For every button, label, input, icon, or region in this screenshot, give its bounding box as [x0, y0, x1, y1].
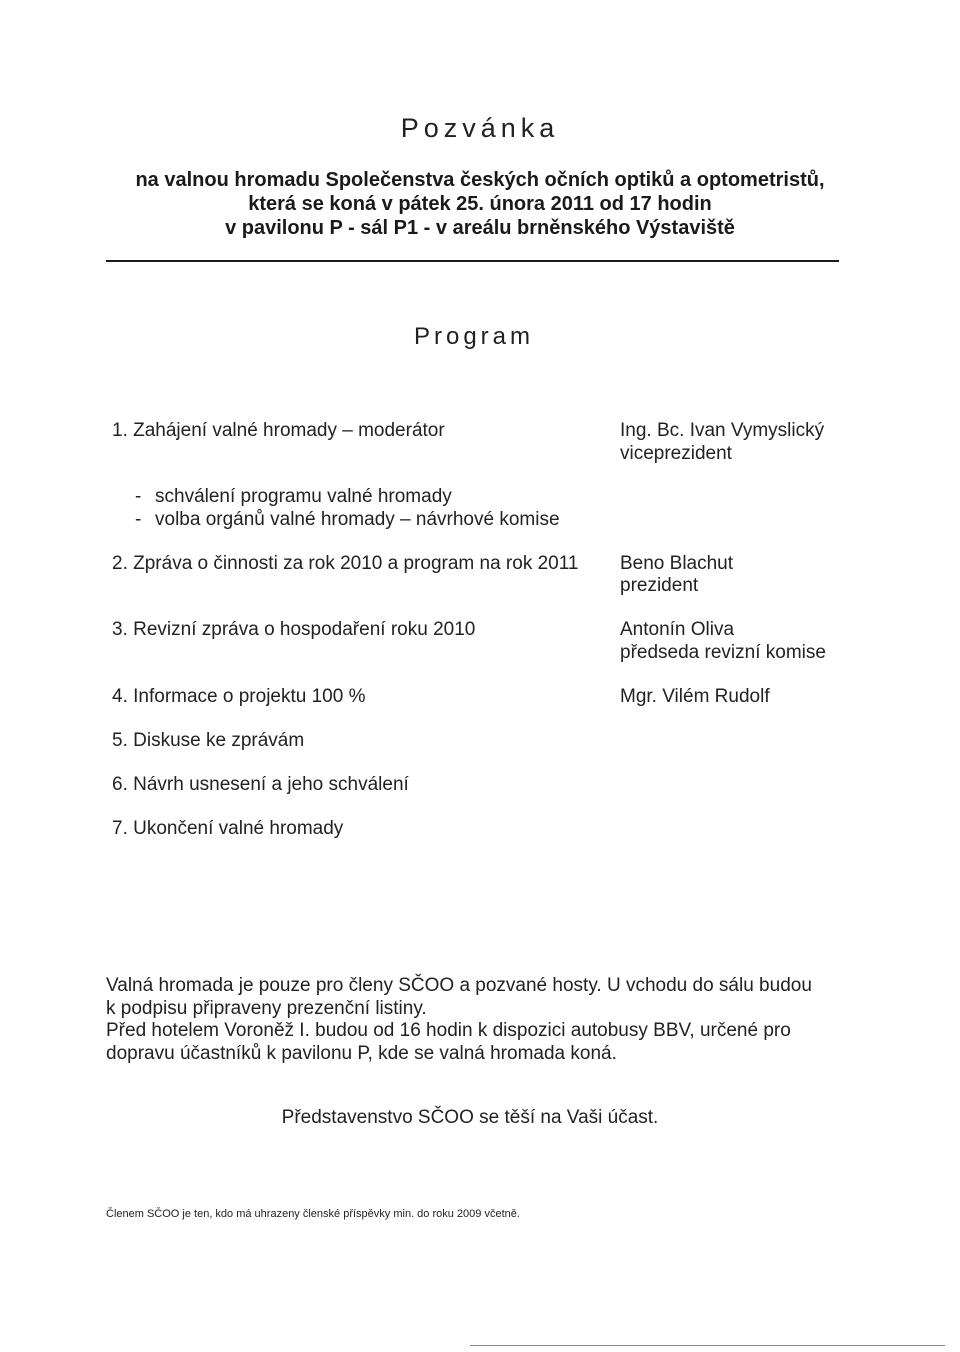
presenter-name-1: Ing. Bc. Ivan Vymyslický: [620, 420, 825, 441]
program-item-7: 7. Ukončení valné hromady: [112, 818, 344, 839]
program-item-1: 1. Zahájení valné hromady – moderátor: [112, 420, 445, 441]
sub-item-1-text: schválení programu valné hromady: [155, 486, 452, 507]
presenter-role-2: prezident: [620, 575, 699, 596]
sub-item-1-dash: -: [135, 486, 142, 507]
footnote: Členem SČOO je ten, kdo má uhrazeny členské příspěvky min. do roku 2009 včetně.: [106, 1208, 520, 1220]
presenter-name-2: Beno Blachut: [620, 553, 734, 574]
subtitle-line-1: na valnou hromadu Společenstva českých očních optiků a optometristů,: [135, 169, 825, 191]
note-line-4: dopravu účastníků k pavilonu P, kde se valná hromada koná.: [106, 1043, 617, 1064]
sub-item-2: [135, 509, 560, 531]
program-item-5: 5. Diskuse ke zprávám: [112, 730, 305, 751]
closing-line: Představenstvo SČOO se těší na Vaši účast.: [281, 1107, 659, 1128]
note-line-2: k podpisu připraveny prezenční listiny.: [106, 998, 427, 1019]
program-item-6: 6. Návrh usnesení a jeho schválení: [112, 774, 409, 795]
sub-item-1: [135, 486, 452, 508]
header-divider: [106, 260, 839, 262]
bottom-rule: [470, 1345, 945, 1346]
subtitle-line-2: která se koná v pátek 25. února 2011 od 17 hodin: [248, 193, 712, 215]
presenter-name-3: Antonín Oliva: [620, 619, 735, 640]
presenter-name-4: Mgr. Vilém Rudolf: [620, 686, 770, 707]
presenter-role-1: viceprezident: [620, 443, 732, 464]
subtitle-line-3: v pavilonu P - sál P1 - v areálu brněnského Výstaviště: [225, 217, 735, 239]
note-line-1: Valná hromada je pouze pro členy SČOO a pozvané hosty. U vchodu do sálu budou: [106, 975, 812, 996]
program-item-3: 3. Revizní zpráva o hospodaření roku 2010: [112, 619, 476, 640]
note-line-3: Před hotelem Voroněž I. budou od 16 hodin k dispozici autobusy BBV, určené pro: [106, 1020, 791, 1041]
document-title: Pozvánka: [400, 113, 560, 143]
presenter-role-3: předseda revizní komise: [620, 642, 826, 663]
program-heading: Program: [413, 323, 535, 350]
sub-item-2-dash: -: [135, 509, 142, 530]
sub-item-2-text: volba orgánů valné hromady – návrhové komise: [155, 509, 560, 530]
program-item-4: 4. Informace o projektu 100 %: [112, 686, 366, 707]
program-item-2: 2. Zpráva o činnosti za rok 2010 a program na rok 2011: [112, 553, 579, 574]
